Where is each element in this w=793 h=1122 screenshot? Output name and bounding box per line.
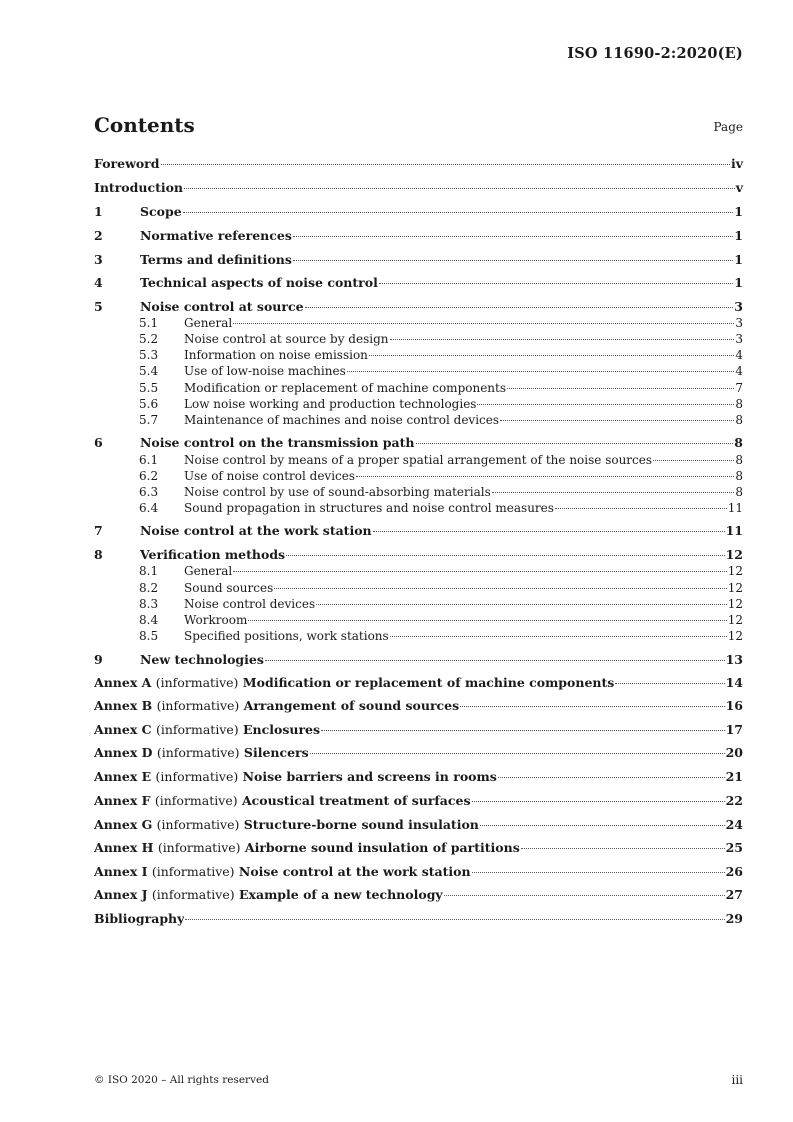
dot-leader [161,164,730,165]
toc-entry-number: 5.3 [139,348,159,362]
document-id: ISO 11690-2:2020(E) [567,45,743,62]
toc-entry-title: Verification methods [140,547,286,562]
toc-entry[interactable] [94,180,743,196]
toc-page-number: 12 [727,629,743,643]
dot-leader [305,307,734,308]
dot-leader [555,508,727,509]
annex-label: Annex H [94,840,154,855]
toc-entry-title: Noise control by use of sound-absorbing materials [184,485,491,499]
toc-entry-title: General [184,564,233,578]
toc-entry-title [94,864,471,880]
dot-leader [492,492,735,493]
toc-page-number: 29 [725,911,743,926]
toc-entry-title: Terms and definitions [140,252,292,267]
dot-leader [379,283,733,284]
toc-entry-number: 5.2 [139,332,159,346]
toc-page-number: 12 [725,547,743,562]
toc-page-number: 16 [725,698,743,713]
toc-annex-entry[interactable] [94,675,743,691]
dot-leader [444,895,725,896]
footer-copyright: © ISO 2020 – All rights reserved [94,1074,269,1086]
toc-page-number: 25 [725,840,743,855]
toc-page-number: 4 [735,348,743,362]
toc-entry-title: General [184,316,233,330]
toc-subentry[interactable] [94,563,743,579]
annex-title: Modification or replacement of machine components [242,675,615,690]
annex-informative-label: (informative) [156,817,240,832]
dot-leader [347,371,735,372]
page-column-label: Page [713,120,743,134]
dot-leader [184,188,735,189]
annex-title: Noise barriers and screens in rooms [242,769,497,784]
toc-subentry[interactable] [94,412,743,428]
dot-leader [480,825,725,826]
annex-title: Airborne sound insulation of partitions [244,840,520,855]
toc-page-number: 21 [725,769,743,784]
toc-entry-title: Foreword [94,156,160,171]
dot-leader [293,260,733,261]
toc-entry-number: 1 [94,204,103,219]
toc-entry-number: 8.1 [139,564,159,578]
toc-page-number: 8 [734,435,743,450]
toc-entry-number: 6.1 [139,453,159,467]
toc-entry-title: Specified positions, work stations [184,629,389,643]
toc-entry-number: 6 [94,435,103,450]
annex-label: Annex B [94,698,153,713]
toc-entry-title: Noise control on the transmission path [140,435,415,450]
annex-informative-label: (informative) [151,887,235,902]
toc-entry-number: 4 [94,275,103,290]
dot-leader [507,388,734,389]
toc-entry[interactable] [94,156,743,172]
dot-leader [183,212,734,213]
dot-leader [521,848,725,849]
toc-page-number: 4 [735,364,743,378]
dot-leader [233,571,726,572]
dot-leader [500,420,734,421]
toc-page-number: v [735,180,743,195]
toc-page-number: 11 [725,523,743,538]
toc-page-number: 20 [725,745,743,760]
toc-entry-number: 5.6 [139,397,159,411]
toc-page-number: 12 [727,564,743,578]
dot-leader [498,777,725,778]
toc-page-number: 1 [734,228,743,243]
toc-page-number: 17 [725,722,743,737]
toc-entry[interactable] [94,523,743,539]
toc-subentry[interactable] [94,380,743,396]
toc-entry-title: Bibliography [94,911,185,926]
annex-label: Annex I [94,864,148,879]
toc-annex-entry[interactable] [94,698,743,714]
toc-entry-number: 8.3 [139,597,159,611]
toc-subentry[interactable] [94,628,743,644]
toc-annex-entry[interactable] [94,769,743,785]
toc-subentry[interactable] [94,612,743,628]
toc-page-number: 8 [735,469,743,483]
toc-subentry[interactable] [94,484,743,500]
dot-leader [460,706,724,707]
toc-entry-title [94,817,479,833]
toc-entry[interactable] [94,652,743,668]
annex-title: Arrangement of sound sources [243,698,460,713]
toc-entry-number: 5.5 [139,381,159,395]
toc-entry-number: 8.4 [139,613,159,627]
dot-leader [369,355,734,356]
toc-page-number: 3 [734,299,743,314]
dot-leader [472,872,725,873]
toc-page-number: 24 [725,817,743,832]
toc-entry-title: Noise control by means of a proper spatial arrangement of the noise sources [184,453,653,467]
toc-page-number: 14 [725,675,743,690]
toc-annex-entry[interactable] [94,840,743,856]
toc-annex-entry[interactable] [94,722,743,738]
dot-leader [390,339,735,340]
toc-entry[interactable] [94,911,743,927]
toc-entry-title [94,793,471,809]
toc-entry-title: Noise control at the work station [140,523,372,538]
toc-entry-number: 8.5 [139,629,159,643]
dot-leader [321,730,725,731]
toc-entry[interactable] [94,547,743,563]
annex-label: Annex A [94,675,152,690]
dot-leader [310,753,725,754]
toc-page-number: 8 [735,397,743,411]
toc-entry-title: Technical aspects of noise control [140,275,378,290]
dot-leader [293,236,733,237]
toc-entry-number: 5 [94,299,103,314]
toc-page-number: 1 [734,275,743,290]
toc-subentry[interactable] [94,500,743,516]
dot-leader [274,588,726,589]
annex-title: Example of a new technology [238,887,443,902]
toc-subentry[interactable] [94,331,743,347]
toc-entry-title [94,769,497,785]
dot-leader [316,604,727,605]
toc-page-number: 7 [735,381,743,395]
toc-page-number: 27 [725,887,743,902]
toc-subentry[interactable] [94,580,743,596]
toc-entry-number: 7 [94,523,103,538]
toc-annex-entry[interactable] [94,864,743,880]
toc-entry-number: 6.3 [139,485,159,499]
toc-entry-title: Use of low-noise machines [184,364,346,378]
dot-leader [373,531,725,532]
toc-entry-title [94,840,520,856]
toc-entry-title: Noise control at source by design [184,332,389,346]
toc-entry-number: 8.2 [139,581,159,595]
annex-informative-label: (informative) [156,698,240,713]
toc-entry[interactable] [94,252,743,268]
toc-entry-number: 9 [94,652,103,667]
toc-entry-title: New technologies [140,652,264,667]
toc-page-number: 3 [735,332,743,346]
toc-entry-title [94,698,459,714]
toc-page-number: 12 [727,581,743,595]
dot-leader [233,323,734,324]
toc-page-number: iv [730,156,743,171]
annex-informative-label: (informative) [157,840,241,855]
toc-entry-title [94,675,614,691]
annex-label: Annex E [94,769,152,784]
dot-leader [477,404,734,405]
toc-entry-title: Noise control devices [184,597,316,611]
toc-page-number: 26 [725,864,743,879]
annex-informative-label: (informative) [155,722,239,737]
toc-entry[interactable] [94,275,743,291]
toc-entry-number: 5.7 [139,413,159,427]
dot-leader [356,476,734,477]
toc-annex-entry[interactable] [94,745,743,761]
toc-annex-entry[interactable] [94,887,743,903]
dot-leader [286,555,725,556]
toc-subentry[interactable] [94,363,743,379]
toc-entry-title [94,745,309,761]
toc-entry[interactable] [94,204,743,220]
toc-page-number: 12 [727,613,743,627]
toc-annex-entry[interactable] [94,817,743,833]
toc-subentry[interactable] [94,468,743,484]
contents-heading: Contents [94,113,195,137]
annex-label: Annex F [94,793,151,808]
annex-title: Acoustical treatment of surfaces [241,793,471,808]
annex-label: Annex G [94,817,153,832]
annex-label: Annex D [94,745,153,760]
toc-entry-title: Scope [140,204,182,219]
toc-page-number: 11 [727,501,743,515]
toc-subentry[interactable] [94,596,743,612]
toc-entry-title: Maintenance of machines and noise control devices [184,413,500,427]
toc-entry-title: Sound sources [184,581,274,595]
toc-entry-title [94,887,443,903]
annex-informative-label: (informative) [156,745,240,760]
dot-leader [615,683,724,684]
toc-entry-title: Sound propagation in structures and noise control measures [184,501,554,515]
toc-entry-number: 6.4 [139,501,159,515]
toc-annex-entry[interactable] [94,793,743,809]
toc-entry-number: 8 [94,547,103,562]
dot-leader [653,460,734,461]
toc-subentry[interactable] [94,452,743,468]
annex-informative-label: (informative) [155,769,239,784]
annex-title: Structure-borne sound insulation [243,817,479,832]
annex-label: Annex C [94,722,152,737]
dot-leader [185,919,724,920]
toc-entry-title: Modification or replacement of machine components [184,381,507,395]
toc-page-number: 8 [735,453,743,467]
toc-subentry[interactable] [94,396,743,412]
toc-entry[interactable] [94,228,743,244]
toc-entry-title: Information on noise emission [184,348,368,362]
annex-title: Silencers [243,745,309,760]
annex-title: Noise control at the work station [238,864,471,879]
toc-entry-title [94,722,320,738]
toc-page-number: 3 [735,316,743,330]
toc-entry-number: 5.4 [139,364,159,378]
toc-entry-title: Workroom [184,613,248,627]
dot-leader [472,801,725,802]
dot-leader [265,660,725,661]
annex-informative-label: (informative) [151,864,235,879]
toc-entry-number: 6.2 [139,469,159,483]
dot-leader [416,443,734,444]
toc-entry-number: 3 [94,252,103,267]
dot-leader [390,636,727,637]
toc-page-number: 1 [734,252,743,267]
toc-page-number: 22 [725,793,743,808]
toc-subentry[interactable] [94,315,743,331]
toc-entry[interactable] [94,435,743,451]
toc-page-number: 13 [725,652,743,667]
toc-entry-title: Normative references [140,228,292,243]
toc-page-number: 1 [734,204,743,219]
annex-label: Annex J [94,887,148,902]
toc-page-number: 12 [727,597,743,611]
toc-subentry[interactable] [94,347,743,363]
dot-leader [248,620,726,621]
footer-page-number: iii [731,1073,743,1087]
toc-entry-title: Low noise working and production technologies [184,397,477,411]
toc-entry-title: Noise control at source [140,299,304,314]
annex-informative-label: (informative) [155,675,239,690]
toc-entry-number: 2 [94,228,103,243]
toc-page-number: 8 [735,413,743,427]
toc-entry-number: 5.1 [139,316,159,330]
toc-entry-title: Use of noise control devices [184,469,356,483]
toc-entry[interactable] [94,299,743,315]
toc-page-number: 8 [735,485,743,499]
toc-entry-title: Introduction [94,180,184,195]
annex-title: Enclosures [243,722,321,737]
annex-informative-label: (informative) [154,793,238,808]
